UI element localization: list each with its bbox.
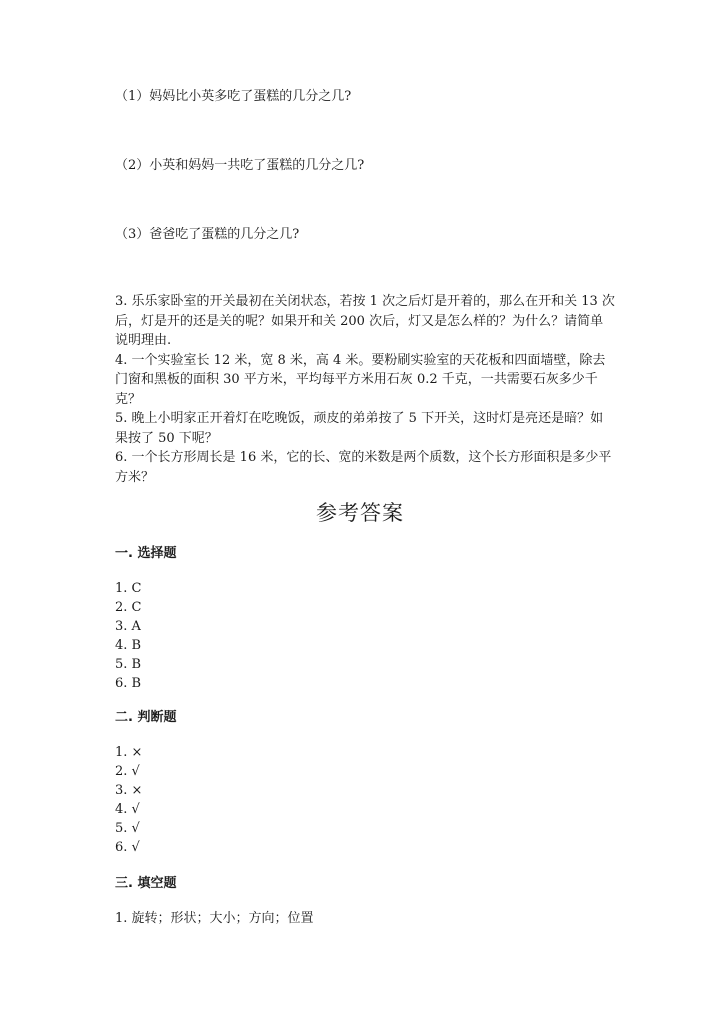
answer-item: 3. × xyxy=(115,783,143,798)
answer-item: 6. √ xyxy=(115,840,140,855)
judge-answer-list xyxy=(115,743,142,857)
answer-item: 3. A xyxy=(115,619,141,634)
section-heading-judge: 二. 判断题 xyxy=(115,710,177,725)
word-problems xyxy=(115,292,615,487)
answer-item: 1. × xyxy=(115,745,143,760)
problem-5: 5. 晚上小明家正开着灯在吃晚饭，顽皮的弟弟按了 5 下开关，这时灯是亮还是暗？如果按了 50 下呢？ xyxy=(115,411,604,446)
problem-3: 3. 乐乐家卧室的开关最初在关闭状态，若按 1 次之后灯是开着的，那么在开和关 13 次后，灯是开的还是关的呢？如果开和关 200 次后，灯又是怎么样的？为什么？请简单说明理由. xyxy=(115,294,615,348)
sub-question-1: （1）妈妈比小英多吃了蛋糕的几分之几? xyxy=(115,89,352,104)
sub-question-2: （2）小英和妈妈一共吃了蛋糕的几分之几? xyxy=(115,158,365,173)
section-heading-choice: 一. 选择题 xyxy=(115,546,177,561)
fill-answer-1: 1. 旋转；形状；大小；方向；位置 xyxy=(115,911,314,926)
problem-6: 6. 一个长方形周长是 16 米，它的长、宽的米数是两个质数，这个长方形面积是多少平方米？ xyxy=(115,450,612,485)
answer-key-title: 参考答案 xyxy=(316,501,404,525)
answer-item: 6. B xyxy=(115,676,142,691)
answer-item: 4. B xyxy=(115,638,142,653)
answer-item: 2. C xyxy=(115,600,142,615)
problem-4: 4. 一个实验室长 12 米，宽 8 米，高 4 米。要粉刷实验室的天花板和四面墙壁，除去门窗和黑板的面积 30 平方米，平均每平方米用石灰 0.2 千克，一共需要石灰多少千克？ xyxy=(115,352,606,407)
choice-answer-list xyxy=(115,579,141,693)
answer-item: 5. B xyxy=(115,657,142,672)
sub-question-3: （3）爸爸吃了蛋糕的几分之几? xyxy=(115,227,300,242)
answer-item: 2. √ xyxy=(115,764,140,779)
answer-item: 1. C xyxy=(115,581,142,596)
answer-item: 4. √ xyxy=(115,802,140,817)
section-heading-fill: 三. 填空题 xyxy=(115,876,177,891)
answer-item: 5. √ xyxy=(115,821,140,836)
